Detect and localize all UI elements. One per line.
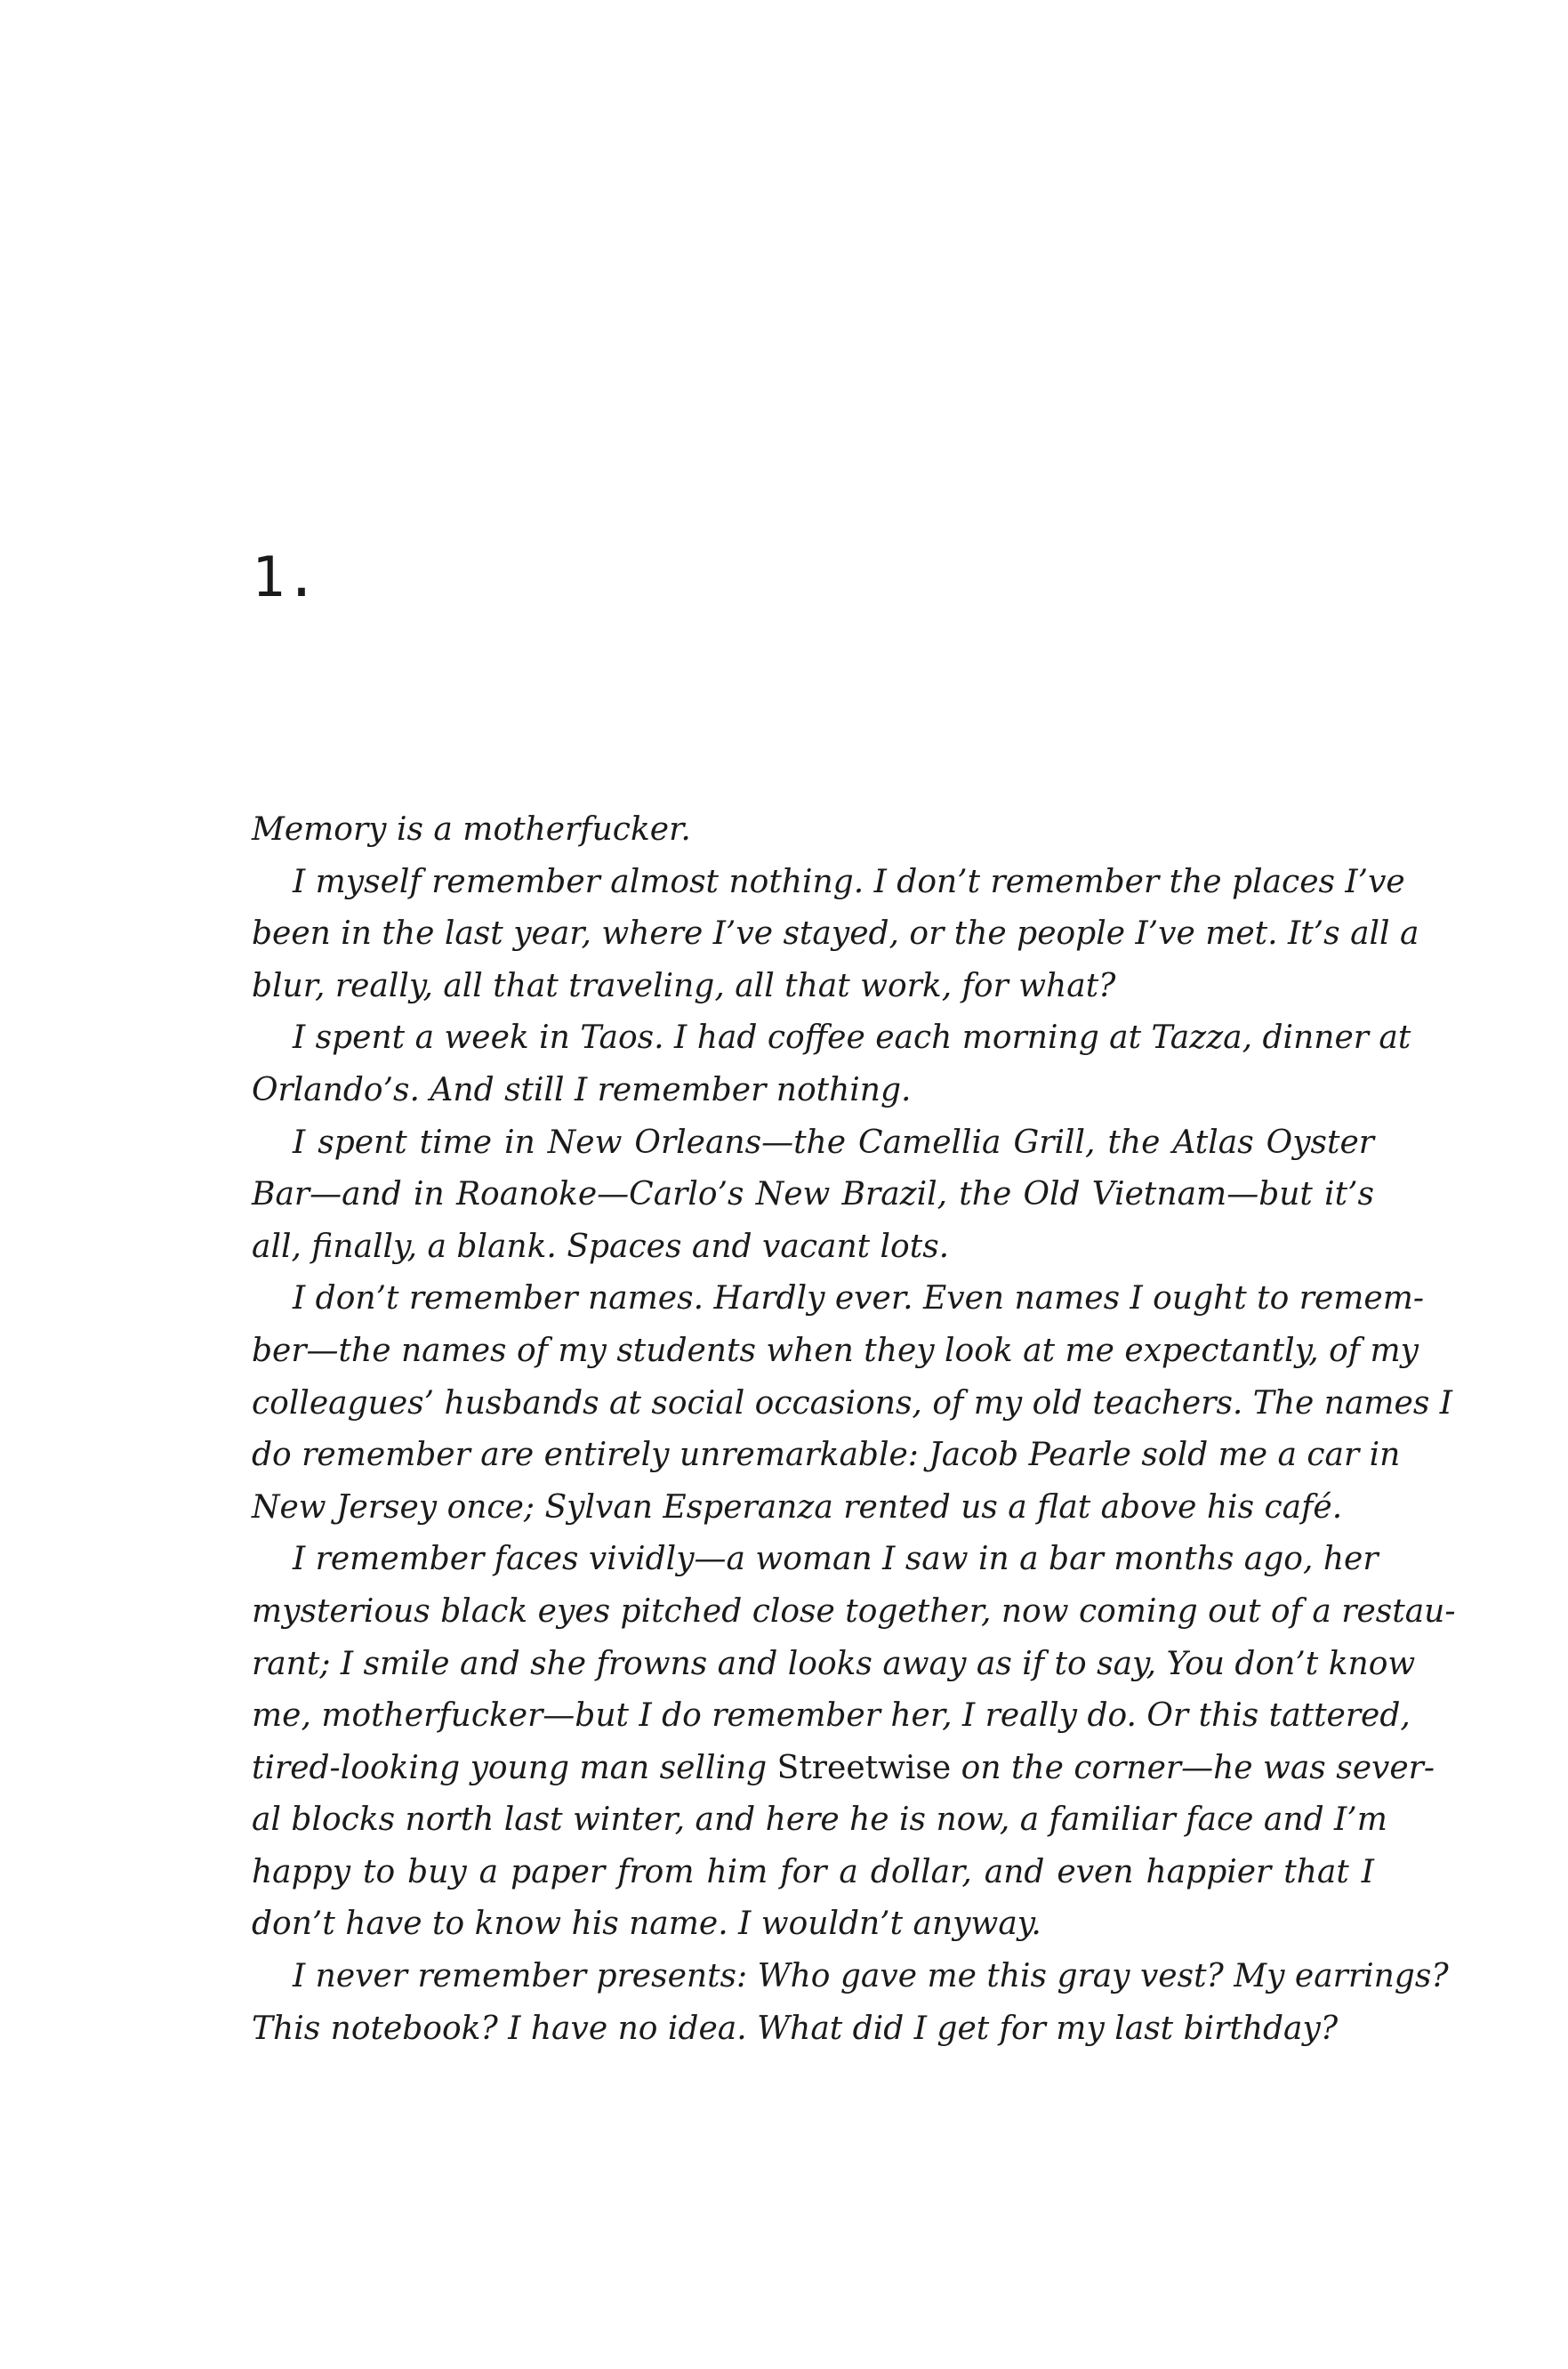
paragraph-6-line-1: I remember faces vividly—a woman I saw in a bar months ago, her [293,1541,1379,1578]
streetwise-line-post: on the corner—he was sever- [951,1749,1435,1786]
paragraph-7-line-1: I never remember presents: Who gave me this gray vest? My earrings? [293,1958,1449,1995]
streetwise-line-pre: tired-looking young man selling [252,1749,777,1786]
paragraph-6-line-8: don’t have to know his name. I wouldn’t anyway. [252,1906,1041,1943]
paragraph-3-line-2: Orlando’s. And still I remember nothing. [252,1071,912,1108]
paragraph-4-line-3: all, finally, a blank. Spaces and vacant lots. [252,1228,950,1265]
paragraph-5-line-2: ber—the names of my students when they look at me expectantly, of my [252,1332,1419,1369]
paragraph-7-line-2: This notebook? I have no idea. What did I get for my last birthday? [252,2010,1339,2047]
paragraph-2-line-3: blur, really, all that traveling, all that work, for what? [252,967,1116,1004]
paragraph-5-line-1: I don’t remember names. Hardly ever. Even names I ought to remem- [293,1280,1425,1317]
paragraph-6-line-3: rant; I smile and she frowns and looks away as if to say, You don’t know [252,1645,1416,1682]
paragraph-2-line-1: I myself remember almost nothing. I don’t remember the places I’ve [293,863,1405,900]
paragraph-6-line-4: me, motherfucker—but I do remember her, I really do. Or this tattered, [252,1697,1411,1735]
paragraph-5-line-5: New Jersey once; Sylvan Esperanza rented us a flat above his café. [252,1488,1343,1526]
paragraph-6-line-5 [252,1743,1435,1795]
paragraph-5-line-4: do remember are entirely unremarkable: Jacob Pearle sold me a car in [252,1437,1401,1474]
chapter-body-text [252,804,1456,2055]
paragraph-5-line-3: colleagues’ husbands at social occasions, of my old teachers. The names I [252,1384,1452,1422]
paragraph-6-line-7: happy to buy a paper from him for a dollar, and even happier that I [252,1853,1374,1890]
chapter-number: 1. [252,544,318,609]
paragraph-3-line-1: I spent a week in Taos. I had coffee each morning at Tazza, dinner at [293,1019,1411,1057]
paragraph-4-line-2: Bar—and in Roanoke—Carlo’s New Brazil, the Old Vietnam—but it’s [252,1176,1374,1213]
paragraph-1-line-1: Memory is a motherfucker. [252,811,691,848]
paragraph-6-line-6: al blocks north last winter, and here he is now, a familiar face and I’m [252,1801,1387,1839]
paragraph-2-line-2: been in the last year, where I’ve stayed, or the people I’ve met. It’s all a [252,915,1419,953]
paragraph-6-line-2: mysterious black eyes pitched close together, now coming out of a restau- [252,1592,1456,1630]
paragraph-4-line-1: I spent time in New Orleans—the Camellia Grill, the Atlas Oyster [293,1124,1374,1161]
streetwise-title: Streetwise [776,1749,952,1786]
